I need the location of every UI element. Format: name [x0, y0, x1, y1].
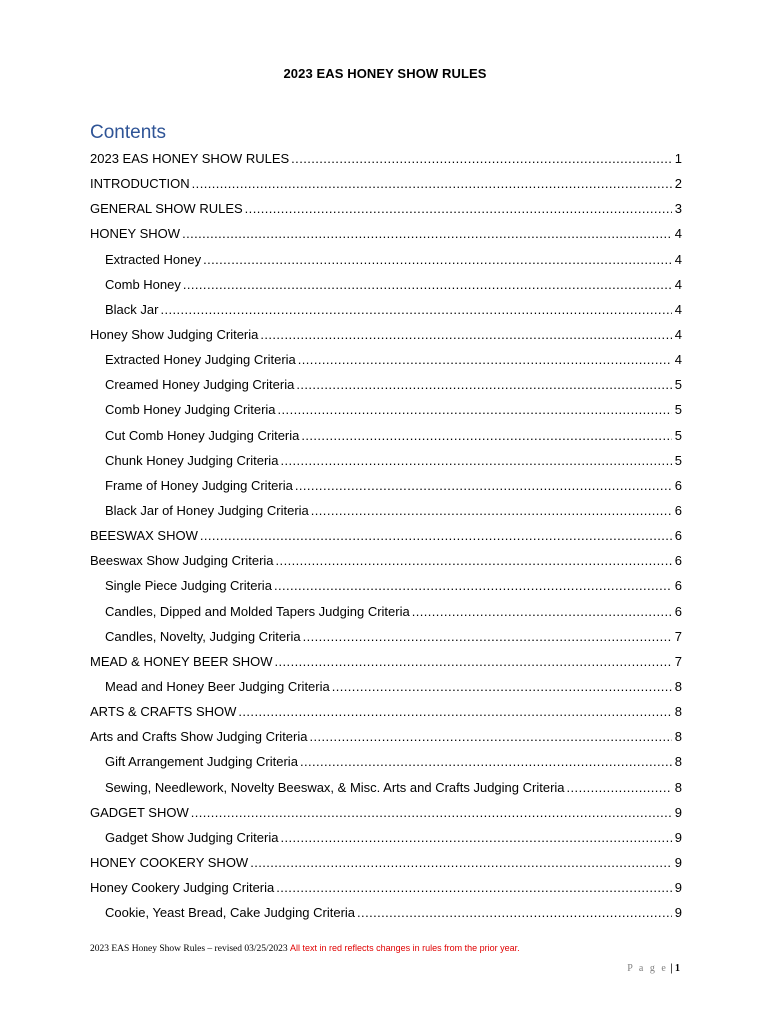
toc-dot-leader: [412, 604, 672, 619]
toc-entry-label: Honey Show Judging Criteria: [90, 327, 259, 343]
toc-dot-leader: [191, 805, 672, 820]
toc-entry-label: Extracted Honey Judging Criteria: [105, 352, 296, 368]
toc-dot-leader: [332, 679, 672, 694]
toc-entry-label: Extracted Honey: [105, 251, 202, 267]
toc-entry-label: GENERAL SHOW RULES: [90, 201, 243, 217]
toc-entry[interactable]: [90, 548, 682, 573]
toc-entry[interactable]: [90, 372, 682, 397]
table-of-contents: [90, 146, 682, 925]
toc-entry[interactable]: [90, 247, 682, 272]
toc-entry-label: Beeswax Show Judging Criteria: [90, 553, 274, 569]
toc-entry-page: 9: [674, 880, 682, 896]
toc-entry[interactable]: [90, 221, 682, 246]
toc-entry[interactable]: [90, 850, 682, 875]
toc-entry[interactable]: [90, 272, 682, 297]
toc-entry-page: 9: [674, 855, 682, 870]
toc-entry-page: 3: [674, 201, 682, 217]
toc-entry-label: HONEY SHOW: [90, 226, 181, 242]
footer-revision-text: 2023 EAS Honey Show Rules – revised 03/25/2023: [90, 944, 291, 954]
toc-entry-label: Cookie, Yeast Bread, Cake Judging Criteria: [105, 905, 356, 921]
toc-entry[interactable]: [90, 775, 682, 800]
toc-dot-leader: [203, 252, 672, 267]
toc-entry[interactable]: [90, 171, 682, 196]
page-number-value: 1: [675, 963, 680, 974]
toc-dot-leader: [274, 578, 672, 593]
toc-dot-leader: [357, 905, 672, 920]
toc-dot-leader: [200, 528, 672, 543]
toc-entry-label: MEAD & HONEY BEER SHOW: [90, 653, 273, 669]
toc-dot-leader: [182, 226, 672, 241]
toc-entry-page: 4: [674, 251, 682, 267]
document-title: 2023 EAS HONEY SHOW RULES: [283, 66, 487, 81]
toc-entry-label: Comb Honey: [105, 276, 181, 292]
toc-entry[interactable]: [90, 749, 682, 774]
toc-entry-page: 5: [674, 452, 682, 468]
toc-entry-label: Creamed Honey Judging Criteria: [105, 377, 295, 393]
toc-entry-label: Comb Honey Judging Criteria: [105, 402, 276, 418]
toc-entry-page: 1: [674, 151, 682, 167]
toc-dot-leader: [301, 428, 672, 443]
toc-entry-page: 9: [674, 804, 682, 820]
toc-dot-leader: [280, 830, 672, 845]
toc-entry-label: Single Piece Judging Criteria: [105, 578, 272, 594]
toc-entry-page: 4: [674, 301, 682, 317]
toc-entry[interactable]: [90, 800, 682, 825]
toc-entry-page: 4: [674, 352, 682, 368]
toc-entry-label: Mead and Honey Beer Judging Criteria: [105, 679, 330, 695]
toc-entry[interactable]: [90, 297, 682, 322]
toc-entry-label: INTRODUCTION: [90, 176, 190, 192]
toc-dot-leader: [280, 453, 672, 468]
toc-dot-leader: [276, 553, 672, 568]
toc-dot-leader: [295, 478, 672, 493]
toc-entry-label: Arts and Crafts Show Judging Criteria: [90, 729, 308, 745]
toc-entry[interactable]: [90, 523, 682, 548]
toc-entry-page: 6: [674, 528, 682, 544]
toc-dot-leader: [183, 277, 672, 292]
toc-entry-page: 6: [674, 578, 682, 594]
toc-entry-label: ARTS & CRAFTS SHOW: [90, 704, 237, 720]
toc-entry-label: Gadget Show Judging Criteria: [105, 829, 279, 845]
toc-dot-leader: [245, 201, 672, 216]
toc-entry-page: 9: [674, 905, 682, 921]
toc-entry[interactable]: [90, 825, 682, 850]
toc-entry-page: 8: [674, 779, 682, 795]
toc-entry[interactable]: [90, 624, 682, 649]
toc-entry[interactable]: [90, 900, 682, 925]
toc-entry[interactable]: [90, 347, 682, 372]
toc-entry-page: 8: [674, 704, 682, 720]
toc-entry-page: 8: [674, 679, 682, 695]
toc-entry-page: 4: [674, 327, 682, 343]
toc-dot-leader: [300, 754, 672, 769]
toc-entry-page: 4: [674, 276, 682, 292]
toc-entry[interactable]: [90, 322, 682, 347]
toc-dot-leader: [296, 377, 672, 392]
page-separator: |: [667, 963, 675, 974]
page-number: [627, 963, 680, 974]
toc-entry-label: Chunk Honey Judging Criteria: [105, 452, 279, 468]
toc-dot-leader: [567, 780, 672, 795]
toc-entry-label: Black Jar of Honey Judging Criteria: [105, 503, 309, 519]
toc-entry-label: Gift Arrangement Judging Criteria: [105, 754, 298, 770]
toc-entry-label: GADGET SHOW: [90, 804, 189, 820]
toc-entry[interactable]: [90, 875, 682, 900]
toc-entry-label: BEESWAX SHOW: [90, 528, 198, 544]
toc-entry[interactable]: [90, 473, 682, 498]
toc-dot-leader: [276, 880, 672, 895]
toc-entry[interactable]: [90, 196, 682, 221]
toc-entry-label: HONEY COOKERY SHOW: [90, 855, 249, 870]
toc-entry[interactable]: [90, 649, 682, 674]
toc-entry-label: Sewing, Needlework, Novelty Beeswax, & Misc. Arts and Crafts Judging Criteria: [105, 779, 565, 795]
toc-entry-page: 2: [674, 176, 682, 192]
toc-entry[interactable]: [90, 599, 682, 624]
toc-entry-page: 7: [674, 653, 682, 669]
toc-entry-label: Candles, Novelty, Judging Criteria: [105, 628, 301, 644]
toc-dot-leader: [311, 503, 672, 518]
toc-entry[interactable]: [90, 724, 682, 749]
toc-entry-page: 5: [674, 427, 682, 443]
toc-entry-page: 6: [674, 477, 682, 493]
toc-dot-leader: [278, 402, 672, 417]
page-word: P a g e: [627, 963, 668, 974]
toc-entry-label: Black Jar: [105, 301, 159, 317]
toc-entry[interactable]: [90, 573, 682, 598]
toc-entry[interactable]: [90, 699, 682, 724]
toc-entry-page: 8: [674, 754, 682, 770]
toc-entry-page: 6: [674, 553, 682, 569]
toc-entry[interactable]: [90, 397, 682, 422]
toc-entry[interactable]: [90, 423, 682, 448]
toc-dot-leader: [275, 654, 672, 669]
toc-entry[interactable]: [90, 498, 682, 523]
toc-entry-page: 5: [674, 402, 682, 418]
toc-dot-leader: [260, 327, 672, 342]
toc-dot-leader: [250, 855, 672, 870]
toc-dot-leader: [291, 151, 672, 166]
toc-entry-page: 5: [674, 377, 682, 393]
toc-entry-page: 8: [674, 729, 682, 745]
toc-entry-page: 4: [674, 226, 682, 242]
toc-entry-page: 7: [674, 628, 682, 644]
toc-entry-page: 9: [674, 829, 682, 845]
toc-entry[interactable]: [90, 674, 682, 699]
toc-dot-leader: [298, 352, 672, 367]
toc-entry-label: Honey Cookery Judging Criteria: [90, 880, 275, 896]
footer-red-note: All text in red reflects changes in rules from the prior year.: [290, 943, 520, 953]
toc-entry-label: Cut Comb Honey Judging Criteria: [105, 427, 300, 443]
toc-entry-label: 2023 EAS HONEY SHOW RULES: [90, 151, 290, 167]
toc-entry-page: 6: [674, 503, 682, 519]
toc-dot-leader: [238, 704, 672, 719]
toc-entry-label: Frame of Honey Judging Criteria: [105, 477, 293, 493]
toc-dot-leader: [160, 302, 672, 317]
toc-dot-leader: [303, 629, 672, 644]
footer-note: [90, 943, 520, 954]
toc-dot-leader: [309, 729, 672, 744]
toc-entry[interactable]: [90, 448, 682, 473]
contents-heading: Contents: [90, 122, 167, 143]
toc-dot-leader: [192, 176, 672, 191]
toc-entry-page: 6: [674, 603, 682, 619]
toc-entry-label: Candles, Dipped and Molded Tapers Judging Criteria: [105, 603, 410, 619]
toc-entry[interactable]: [90, 146, 682, 171]
